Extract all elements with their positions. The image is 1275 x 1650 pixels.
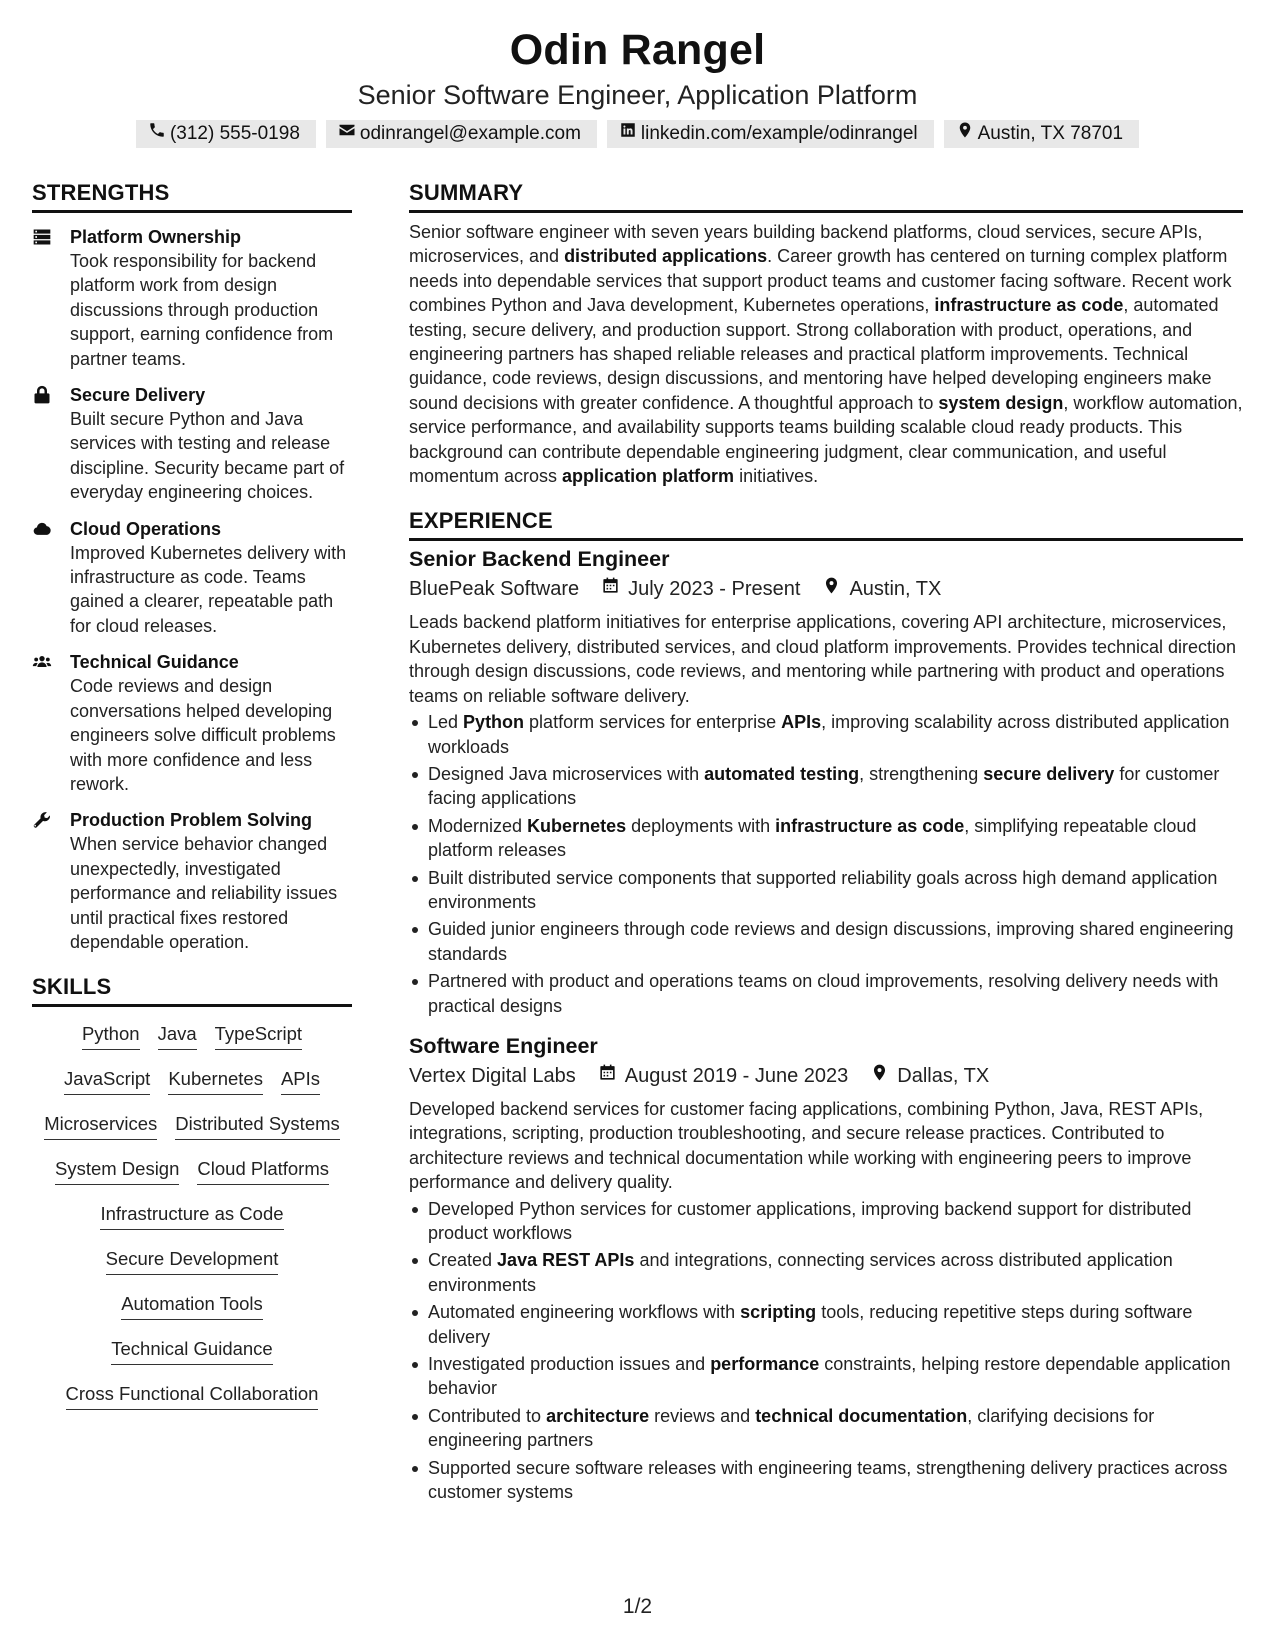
- skill-tag: Kubernetes: [168, 1066, 263, 1095]
- experience-heading: EXPERIENCE: [409, 506, 1243, 541]
- strength-title: Cloud Operations: [70, 518, 222, 539]
- skill-tag: Microservices: [44, 1111, 157, 1140]
- job-bullet: Led Python platform services for enterprise APIs, improving scalability across distributed application workloads: [409, 710, 1243, 759]
- phone-text: (312) 555-0198: [169, 123, 300, 144]
- contact-phone[interactable]: [136, 120, 316, 148]
- strength-desc: Built secure Python and Java services with testing and release discipline. Security became part of everyday engineering choices.: [70, 409, 345, 503]
- location-icon: [956, 120, 974, 148]
- candidate-name: Odin Rangel: [509, 26, 766, 74]
- job-bullets: [409, 710, 1243, 1018]
- skill-tag: Distributed Systems: [175, 1111, 340, 1140]
- job-bullet: Automated engineering workflows with scripting tools, reducing repetitive steps during software delivery: [409, 1300, 1243, 1349]
- skill-row: [32, 1201, 352, 1246]
- job-bullet: Designed Java microservices with automated testing, strengthening secure delivery for customer facing applications: [409, 762, 1243, 811]
- location-text: Austin, TX 78701: [977, 123, 1124, 144]
- server-icon: [32, 225, 70, 371]
- contact-email[interactable]: [326, 120, 597, 148]
- linkedin-icon: [619, 120, 637, 148]
- job-bullet: Guided junior engineers through code reviews and design discussions, improving shared engineering standards: [409, 917, 1243, 966]
- left-column: [32, 178, 352, 1426]
- skill-tag: Technical Guidance: [111, 1336, 272, 1365]
- contact-bar: [0, 120, 1275, 148]
- strength-title: Production Problem Solving: [70, 810, 313, 831]
- skill-tag: APIs: [281, 1066, 320, 1095]
- strengths-heading: STRENGTHS: [32, 178, 352, 213]
- job-bullets: [409, 1197, 1243, 1505]
- job-entry: [409, 1032, 1243, 1505]
- job-bullet: Investigated production issues and performance constraints, helping restore dependable application behavior: [409, 1352, 1243, 1401]
- skill-tag: System Design: [55, 1156, 179, 1185]
- phone-icon: [148, 120, 166, 148]
- job-dates: August 2019 - June 2023: [624, 1064, 849, 1087]
- strength-desc: Improved Kubernetes delivery with infrastructure as code. Teams gained a clearer, repeatable path for cloud releases.: [70, 542, 347, 636]
- skill-tag: Secure Development: [106, 1246, 279, 1275]
- location-icon: [822, 574, 841, 604]
- strength-item: [32, 225, 352, 371]
- job-bullet: Created Java REST APIs and integrations, connecting services across distributed application environments: [409, 1248, 1243, 1297]
- skill-tag: TypeScript: [215, 1021, 302, 1050]
- job-title: Software Engineer: [409, 1033, 598, 1058]
- job-title: Senior Backend Engineer: [409, 547, 670, 572]
- job-bullet: Modernized Kubernetes deployments with infrastructure as code, simplifying repeatable cloud platform releases: [409, 814, 1243, 863]
- strength-title: Secure Delivery: [70, 385, 206, 406]
- strength-item: [32, 517, 352, 639]
- cloud-icon: [32, 517, 70, 639]
- strength-item: [32, 383, 352, 505]
- skill-row: [32, 1336, 352, 1381]
- wrench-icon: [32, 808, 70, 954]
- calendar-icon: [601, 574, 620, 604]
- strength-title: Platform Ownership: [70, 227, 242, 247]
- job-dates: July 2023 - Present: [628, 578, 801, 601]
- experience-list: [409, 545, 1243, 1504]
- job-bullet: Developed Python services for customer applications, improving backend support for distributed product workflows: [409, 1197, 1243, 1246]
- lock-icon: [32, 383, 70, 505]
- skill-row: [32, 1156, 352, 1201]
- skill-tag: Automation Tools: [121, 1291, 263, 1320]
- job-location: Austin, TX: [849, 578, 942, 601]
- skill-tag: Python: [82, 1021, 140, 1050]
- email-icon: [338, 120, 356, 148]
- company-name: Vertex Digital Labs: [409, 1064, 576, 1087]
- skill-row: [32, 1111, 352, 1156]
- skill-row: [32, 1381, 352, 1426]
- contact-location: [944, 120, 1139, 148]
- strength-desc: When service behavior changed unexpectedly, investigated performance and reliability issues until practical fixes restored dependable operation.: [70, 834, 338, 952]
- company-name: BluePeak Software: [409, 578, 580, 601]
- candidate-title: Senior Software Engineer, Application Platform: [357, 80, 918, 110]
- contact-linkedin[interactable]: [607, 120, 934, 148]
- users-icon: [32, 650, 70, 796]
- skill-tag: Cross Functional Collaboration: [66, 1381, 319, 1410]
- strength-title: Technical Guidance: [70, 652, 239, 673]
- email-text: odinrangel@example.com: [359, 123, 581, 144]
- job-description: Leads backend platform initiatives for enterprise applications, covering API architecture, microservices, Kubernetes delivery, distributed services, and cloud platform improvements. Provides technical direction through design discussions, code reviews, and mentoring while partnering with product and operations teams on reliable software delivery.: [409, 612, 1237, 706]
- job-meta: [409, 574, 1243, 604]
- strength-desc: Took responsibility for backend platform work from design discussions through production support, earning confidence from partner teams.: [70, 251, 334, 369]
- skill-tag: JavaScript: [64, 1066, 150, 1095]
- job-bullet: Partnered with product and operations teams on cloud improvements, resolving delivery needs with practical designs: [409, 969, 1243, 1018]
- skill-row: [32, 1066, 352, 1111]
- skill-row: [32, 1021, 352, 1066]
- page-number: 1/2: [622, 1595, 653, 1618]
- job-meta: [409, 1061, 1243, 1091]
- job-bullet: Contributed to architecture reviews and technical documentation, clarifying decisions for engineering partners: [409, 1404, 1243, 1453]
- linkedin-text: linkedin.com/example/odinrangel: [640, 123, 918, 144]
- job-entry: [409, 545, 1243, 1018]
- job-description: Developed backend services for customer facing applications, combining Python, Java, REST APIs, integrations, scripting, production troubleshooting, and secure release practices. Contributed to architecture reviews and technical documentation while working with engineering peers to improve performance and delivery quality.: [409, 1098, 1204, 1193]
- job-bullet: Supported secure software releases with engineering teams, strengthening delivery practices across customer systems: [409, 1456, 1243, 1505]
- job-bullet: Built distributed service components that supported reliability goals across high demand application environments: [409, 866, 1243, 915]
- skill-tag: Java: [158, 1021, 197, 1050]
- summary-text: Senior software engineer with seven years building backend platforms, cloud services, secure APIs, microservices, and distributed applications. Career growth has centered on turning complex platform needs into dependable services that support product teams and customer facing software. Recent work combines Python and Java development, Kubernetes operations, infrastructure as code, automated testing, secure delivery, and production support. Strong collaboration with product, operations, and engineering partners has shaped reliable releases and practical platform improvements. Technical guidance, code reviews, design discussions, and mentoring have helped developing engineers make sound decisions with greater confidence. A thoughtful approach to system design, workflow automation, service performance, and availability supports teams building scalable cloud ready products. This background can contribute dependable engineering judgment, clear communication, and useful momentum across application platform initiatives.: [409, 222, 1243, 487]
- skill-row: [32, 1246, 352, 1291]
- skill-row: [32, 1291, 352, 1336]
- location-icon: [870, 1061, 889, 1091]
- skills-list: [32, 1021, 352, 1426]
- calendar-icon: [598, 1061, 617, 1091]
- strength-desc: Code reviews and design conversations helped developing engineers solve difficult problems with more confidence and less rework.: [70, 676, 336, 794]
- summary-heading: SUMMARY: [409, 178, 1243, 213]
- skill-tag: Cloud Platforms: [197, 1156, 329, 1185]
- strength-item: [32, 650, 352, 796]
- strength-item: [32, 808, 352, 954]
- skills-heading: SKILLS: [32, 972, 352, 1007]
- skill-tag: Infrastructure as Code: [100, 1201, 283, 1230]
- job-location: Dallas, TX: [897, 1064, 990, 1087]
- resume-header: [0, 24, 1275, 148]
- right-column: [409, 178, 1243, 1507]
